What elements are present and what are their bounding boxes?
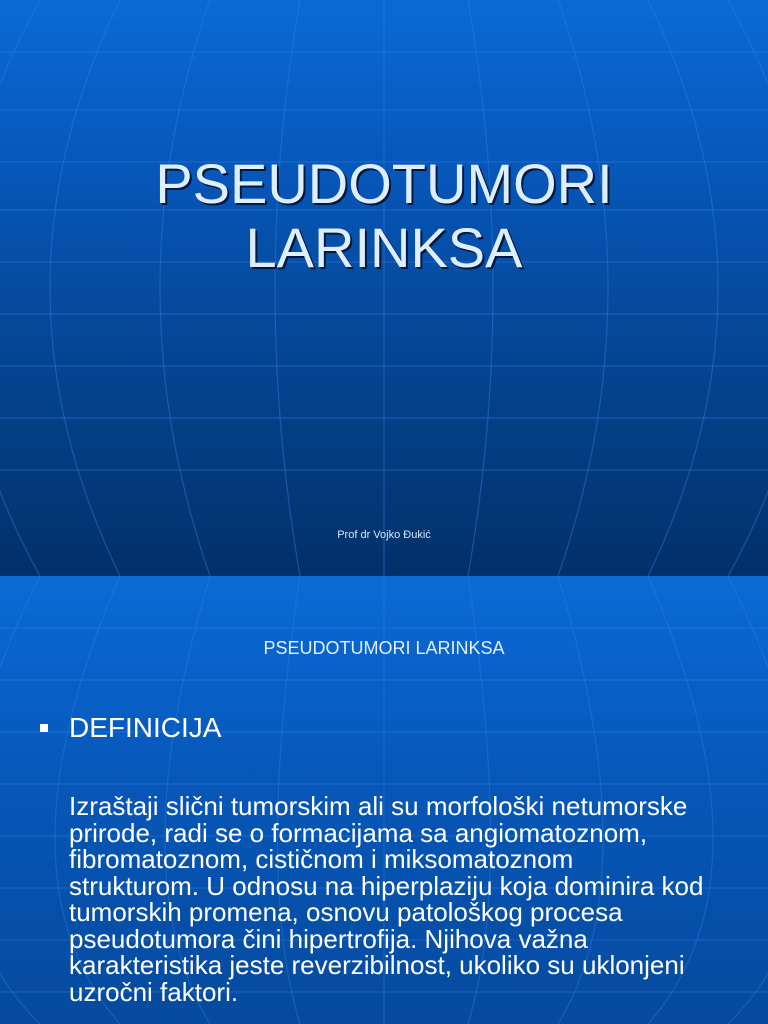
title-line-1: PSEUDOTUMORI <box>155 152 613 215</box>
definition-paragraph: Izraštaji slični tumorskim ali su morfološki netumorske prirode, radi se o formacijama sa angiomatoznom, fibromatoznom, cističnom i miksomatoznom strukturom. U odnosu na hiperplaziju koja dominira kod tumorskih promena, osnovu patološkog procesa pseudotumora čini hipertrofija. Njihova važna karakteristika jeste reverzibilnost, ukoliko su uklonjeni uzročni faktori. <box>69 791 704 1007</box>
title-line-2: LARINKSA <box>245 216 523 279</box>
bullet-item <box>40 712 221 744</box>
bullet-label: DEFINICIJA <box>69 712 222 743</box>
content-slide <box>0 576 768 1024</box>
slide-title: PSEUDOTUMORI LARINKSA <box>263 638 505 658</box>
square-bullet-icon <box>40 724 48 732</box>
presentation-title <box>0 152 768 280</box>
author-name: Prof dr Vojko Đukić <box>337 529 431 541</box>
